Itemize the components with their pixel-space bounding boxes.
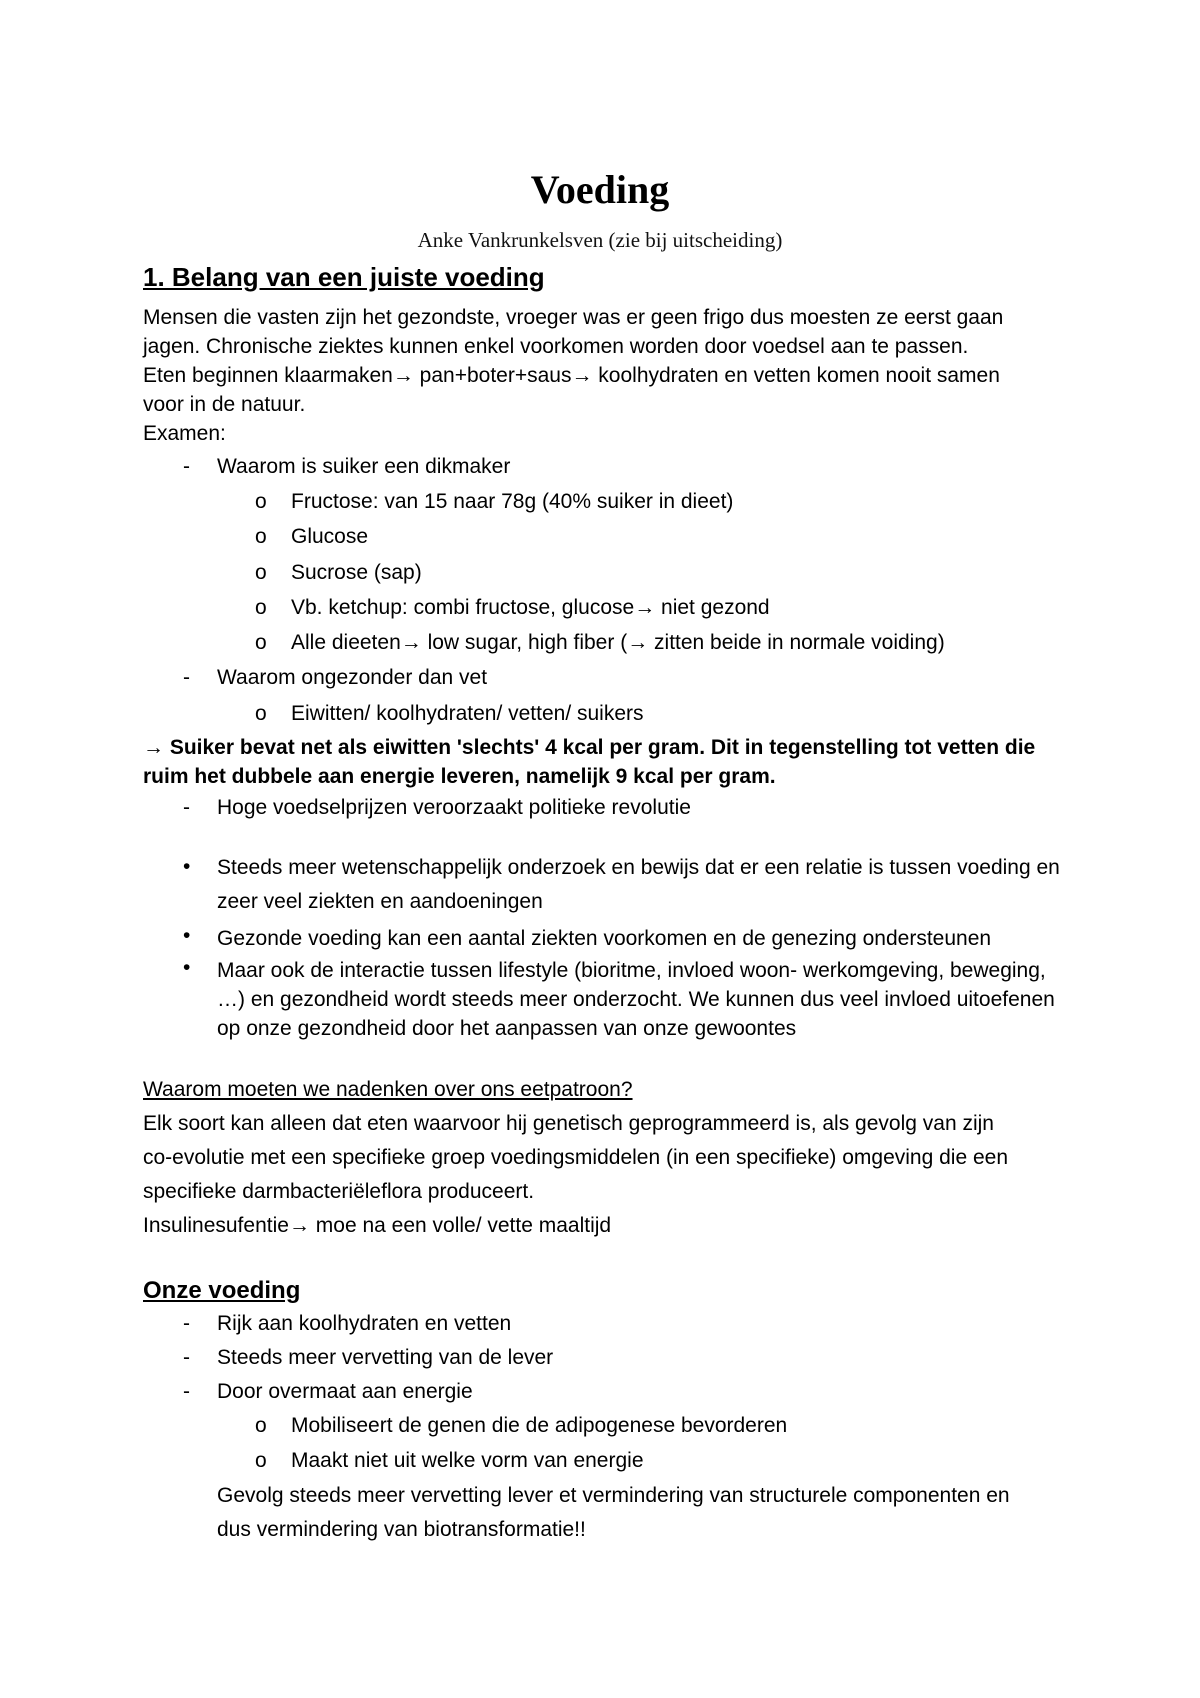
eetpatroon-line: Elk soort kan alleen dat eten waarvoor hij genetisch geprogrammeerd is, als gevolg van zijn	[143, 1112, 994, 1135]
eetpatroon-text: Insulinesufentie	[143, 1214, 289, 1237]
bullet-item	[183, 924, 1068, 953]
list-item-text: Rijk aan koolhydraten en vetten	[217, 1312, 512, 1335]
sub-list-item-text: Fructose: van 15 naar 78g (40% suiker in dieet)	[291, 490, 734, 513]
bullet-item	[183, 956, 1068, 1043]
eetpatroon-text: moe na een volle/ vette maaltijd	[309, 1214, 612, 1237]
document-title: Voeding	[530, 167, 670, 212]
sub-list-item-text: Sucrose (sap)	[291, 561, 422, 584]
circle-marker: o	[255, 490, 267, 513]
bullet-text: Steeds meer wetenschappelijk onderzoek en bewijs dat er een relatie is tussen voeding en zeer veel ziekten en aandoeningen	[217, 856, 1060, 913]
document-subtitle: Anke Vankrunkelsven (zie bij uitscheiding)	[417, 228, 783, 252]
bold-note-line: ruim het dubbele aan energie leveren, namelijk 9 kcal per gram.	[143, 765, 776, 788]
bullet-text: Gezonde voeding kan een aantal ziekten voorkomen en de genezing ondersteunen	[217, 927, 992, 950]
list-text: low sugar, high fiber (	[421, 631, 628, 654]
dash-marker: -	[183, 1346, 190, 1369]
dash-marker: -	[183, 1380, 190, 1403]
intro-line	[143, 364, 1000, 388]
list-item-text: Hoge voedselprijzen veroorzaakt politieke revolutie	[217, 796, 691, 819]
sub-list-item-text: Maakt niet uit welke vorm van energie	[291, 1449, 644, 1472]
sub-list-item-text: Eiwitten/ koolhydraten/ vetten/ suikers	[291, 702, 644, 725]
circle-marker: o	[255, 702, 267, 725]
bullet-marker: •	[183, 956, 191, 979]
circle-marker: o	[255, 1449, 267, 1472]
bullet-text: Maar ook de interactie tussen lifestyle (bioritme, invloed woon- werkomgeving, beweging, …) en gezondheid wordt steeds meer onderzocht. We kunnen dus veel invloed uitoefenen op onze gezondheid door het aanpassen van onze gewoontes	[217, 959, 1055, 1040]
bullet-marker: •	[183, 855, 191, 878]
circle-marker: o	[255, 525, 267, 548]
intro-text: koolhydraten en vetten komen nooit samen	[592, 364, 1000, 387]
arrow-icon: →	[288, 1214, 310, 1237]
onze-voeding-heading: Onze voeding	[143, 1277, 301, 1304]
arrow-icon: →	[627, 631, 649, 654]
gevolg-line: dus vermindering van biotransformatie!!	[217, 1518, 586, 1541]
arrow-icon: →	[392, 364, 414, 387]
sub-list-item-text	[291, 631, 945, 655]
list-text: Alle dieeten	[291, 631, 401, 654]
circle-marker: o	[255, 561, 267, 584]
bullet-item	[183, 855, 1068, 919]
circle-marker: o	[255, 631, 267, 654]
list-item-text: Waarom is suiker een dikmaker	[217, 455, 511, 478]
list-text: zitten beide in normale voiding)	[648, 631, 945, 654]
list-text: Vb. ketchup: combi fructose, glucose	[291, 596, 635, 619]
intro-line: jagen. Chronische ziektes kunnen enkel voorkomen worden door voedsel aan te passen.	[143, 335, 969, 358]
intro-text: pan+boter+saus	[413, 364, 572, 387]
eetpatroon-line: co-evolutie met een specifieke groep voedingsmiddelen (in een specifieke) omgeving die een	[143, 1146, 1009, 1169]
bold-note-line	[143, 736, 1035, 760]
intro-text: Eten beginnen klaarmaken	[143, 364, 393, 387]
bold-note-text: Suiker bevat net als eiwitten 'slechts' 4 kcal per gram. Dit in tegenstelling tot vetten die	[164, 736, 1036, 759]
gevolg-line: Gevolg steeds meer vervetting lever et vermindering van structurele componenten en	[217, 1484, 1010, 1507]
dash-marker: -	[183, 666, 190, 689]
arrow-icon: →	[571, 364, 593, 387]
intro-line: voor in de natuur.	[143, 393, 306, 416]
exam-label: Examen:	[143, 422, 226, 445]
dash-marker: -	[183, 796, 190, 819]
section-heading-belang: 1. Belang van een juiste voeding	[143, 262, 545, 292]
list-text: niet gezond	[655, 596, 770, 619]
list-item-text: Waarom ongezonder dan vet	[217, 666, 488, 689]
sub-list-item-text: Mobiliseert de genen die de adipogenese bevorderen	[291, 1414, 788, 1437]
arrow-icon: →	[400, 631, 422, 654]
dash-marker: -	[183, 1312, 190, 1335]
list-item-text: Door overmaat aan energie	[217, 1380, 473, 1403]
bullet-marker: •	[183, 924, 191, 947]
intro-line: Mensen die vasten zijn het gezondste, vroeger was er geen frigo dus moesten ze eerst gaan	[143, 306, 1004, 329]
circle-marker: o	[255, 596, 267, 619]
circle-marker: o	[255, 1414, 267, 1437]
dash-marker: -	[183, 455, 190, 478]
list-item-text: Steeds meer vervetting van de lever	[217, 1346, 554, 1369]
sub-list-item-text	[291, 596, 770, 620]
eetpatroon-line: specifieke darmbacteriëleflora produceert.	[143, 1180, 535, 1203]
eetpatroon-line	[143, 1214, 611, 1238]
arrow-icon: →	[634, 596, 656, 619]
arrow-icon: →	[143, 736, 164, 759]
eetpatroon-heading: Waarom moeten we nadenken over ons eetpatroon?	[143, 1078, 633, 1101]
sub-list-item-text: Glucose	[291, 525, 369, 548]
